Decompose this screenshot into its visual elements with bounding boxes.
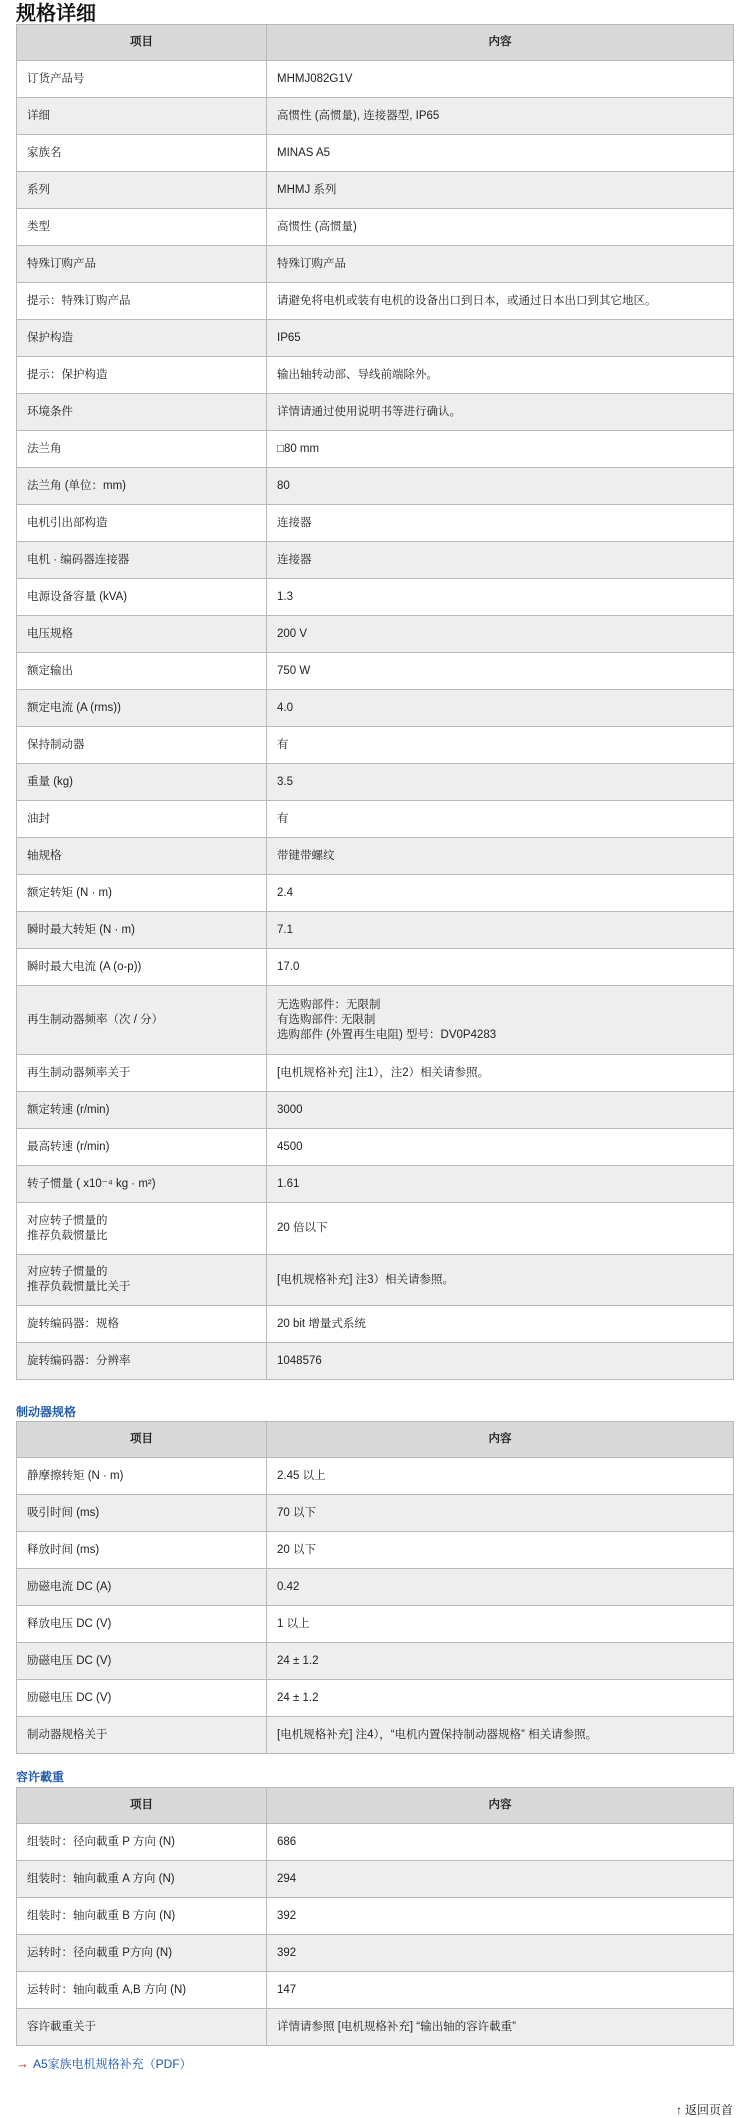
table-row bbox=[17, 986, 734, 1055]
spec-supplement-pdf-link[interactable] bbox=[16, 2055, 192, 2072]
table-row bbox=[17, 875, 734, 912]
cell-item: 运转时：径向載重 P方向 (N) bbox=[17, 1935, 267, 1972]
column-header-content: 内容 bbox=[267, 1422, 734, 1458]
cell-value: 392 bbox=[267, 1898, 734, 1935]
table-row bbox=[17, 1606, 734, 1643]
table-row bbox=[17, 1643, 734, 1680]
cell-value: 1.3 bbox=[267, 579, 734, 616]
cell-value: 输出轴转动部、导线前端除外。 bbox=[267, 357, 734, 394]
cell-value: MINAS A5 bbox=[267, 135, 734, 172]
table-row bbox=[17, 1255, 734, 1306]
cell-item: 旋转编码器：分辨率 bbox=[17, 1343, 267, 1380]
cell-value: IP65 bbox=[267, 320, 734, 357]
cell-item: 励磁电流 DC (A) bbox=[17, 1569, 267, 1606]
table-row bbox=[17, 1495, 734, 1532]
pdf-link-label: A5家族电机规格补充（PDF） bbox=[33, 2057, 192, 2071]
cell-item: 类型 bbox=[17, 209, 267, 246]
cell-item: 再生制动器频率（次 / 分） bbox=[17, 986, 267, 1055]
cell-item: 瞬时最大转矩 (N · m) bbox=[17, 912, 267, 949]
load-table-header-row bbox=[17, 1788, 734, 1824]
table-row bbox=[17, 912, 734, 949]
cell-item: 保持制动器 bbox=[17, 727, 267, 764]
load-table bbox=[16, 1787, 734, 2046]
column-header-content: 内容 bbox=[267, 25, 734, 61]
cell-value: 200 V bbox=[267, 616, 734, 653]
cell-value: □80 mm bbox=[267, 431, 734, 468]
table-row bbox=[17, 468, 734, 505]
brake-section-title: 制动器规格 bbox=[16, 1405, 77, 1419]
cell-value: 20 倍以下 bbox=[267, 1203, 734, 1255]
cell-value: 294 bbox=[267, 1861, 734, 1898]
table-row bbox=[17, 283, 734, 320]
cell-item: 环境条件 bbox=[17, 394, 267, 431]
table-row bbox=[17, 209, 734, 246]
spec-table-header-row bbox=[17, 25, 734, 61]
cell-item: 释放时间 (ms) bbox=[17, 1532, 267, 1569]
cell-item: 励磁电压 DC (V) bbox=[17, 1643, 267, 1680]
back-to-top-label: 返回页首 bbox=[684, 2103, 733, 2117]
table-row bbox=[17, 579, 734, 616]
table-row bbox=[17, 505, 734, 542]
cell-item: 容许載重关于 bbox=[17, 2009, 267, 2046]
cell-item: 再生制动器频率关于 bbox=[17, 1055, 267, 1092]
table-row bbox=[17, 2009, 734, 2046]
cell-item: 保护构造 bbox=[17, 320, 267, 357]
cell-item: 瞬时最大电流 (A (o-p)) bbox=[17, 949, 267, 986]
cell-value: 4500 bbox=[267, 1129, 734, 1166]
spec-table bbox=[16, 24, 734, 1380]
cell-item: 电压规格 bbox=[17, 616, 267, 653]
table-row bbox=[17, 1717, 734, 1754]
brake-table bbox=[16, 1421, 734, 1754]
cell-item: 转子惯量 ( x10⁻⁴ kg · m²) bbox=[17, 1166, 267, 1203]
cell-item: 轴规格 bbox=[17, 838, 267, 875]
cell-item: 法兰角 bbox=[17, 431, 267, 468]
table-row bbox=[17, 727, 734, 764]
table-row bbox=[17, 1092, 734, 1129]
cell-value: [电机规格补充] 注3）相关请参照。 bbox=[267, 1255, 734, 1306]
cell-value: 2.4 bbox=[267, 875, 734, 912]
cell-value: 无选购部件：无限制 有选购部件: 无限制 选购部件 (外置再生电阻) 型号：DV0P4283 bbox=[267, 986, 734, 1055]
cell-value: 特殊订购产品 bbox=[267, 246, 734, 283]
table-row bbox=[17, 1166, 734, 1203]
cell-item: 最高转速 (r/min) bbox=[17, 1129, 267, 1166]
cell-item: 制动器规格关于 bbox=[17, 1717, 267, 1754]
cell-item: 提示：保护构造 bbox=[17, 357, 267, 394]
table-row bbox=[17, 1680, 734, 1717]
cell-value: 有 bbox=[267, 727, 734, 764]
cell-item: 组装时：径向載重 P 方向 (N) bbox=[17, 1824, 267, 1861]
table-row bbox=[17, 542, 734, 579]
page-title: 规格详细 bbox=[16, 3, 96, 25]
table-row bbox=[17, 1898, 734, 1935]
cell-value: MHMJ 系列 bbox=[267, 172, 734, 209]
cell-item: 静摩擦转矩 (N · m) bbox=[17, 1458, 267, 1495]
cell-item: 家族名 bbox=[17, 135, 267, 172]
brake-table-header-row bbox=[17, 1422, 734, 1458]
cell-value: 1048576 bbox=[267, 1343, 734, 1380]
cell-item: 励磁电压 DC (V) bbox=[17, 1680, 267, 1717]
table-row bbox=[17, 246, 734, 283]
table-row bbox=[17, 135, 734, 172]
table-row bbox=[17, 616, 734, 653]
arrow-right-icon: → bbox=[16, 2056, 29, 2071]
table-row bbox=[17, 1458, 734, 1495]
table-row bbox=[17, 653, 734, 690]
table-row bbox=[17, 98, 734, 135]
cell-value: 392 bbox=[267, 1935, 734, 1972]
cell-item: 重量 (kg) bbox=[17, 764, 267, 801]
cell-value: 2.45 以上 bbox=[267, 1458, 734, 1495]
cell-value: 3000 bbox=[267, 1092, 734, 1129]
table-row bbox=[17, 1055, 734, 1092]
cell-value: 24 ± 1.2 bbox=[267, 1680, 734, 1717]
column-header-item: 项目 bbox=[17, 1788, 267, 1824]
cell-item: 额定输出 bbox=[17, 653, 267, 690]
table-row bbox=[17, 801, 734, 838]
cell-value: 连接器 bbox=[267, 542, 734, 579]
table-row bbox=[17, 172, 734, 209]
cell-item: 对应转子惯量的 推荐负载惯量比关于 bbox=[17, 1255, 267, 1306]
table-row bbox=[17, 690, 734, 727]
cell-item: 额定转矩 (N · m) bbox=[17, 875, 267, 912]
cell-item: 组装时：轴向載重 B 方向 (N) bbox=[17, 1898, 267, 1935]
cell-item: 详细 bbox=[17, 98, 267, 135]
cell-item: 特殊订购产品 bbox=[17, 246, 267, 283]
table-row bbox=[17, 764, 734, 801]
cell-value: 1 以上 bbox=[267, 1606, 734, 1643]
cell-item: 额定转速 (r/min) bbox=[17, 1092, 267, 1129]
cell-item: 吸引时间 (ms) bbox=[17, 1495, 267, 1532]
table-row bbox=[17, 949, 734, 986]
table-row bbox=[17, 357, 734, 394]
cell-item: 系列 bbox=[17, 172, 267, 209]
table-row bbox=[17, 1129, 734, 1166]
cell-item: 释放电压 DC (V) bbox=[17, 1606, 267, 1643]
cell-value: 连接器 bbox=[267, 505, 734, 542]
cell-value: 请避免将电机或装有电机的设备出口到日本，或通过日本出口到其它地区。 bbox=[267, 283, 734, 320]
table-row bbox=[17, 320, 734, 357]
column-header-item: 项目 bbox=[17, 25, 267, 61]
cell-item: 旋转编码器：规格 bbox=[17, 1306, 267, 1343]
cell-value: 详情请通过使用说明书等进行确认。 bbox=[267, 394, 734, 431]
table-row bbox=[17, 1532, 734, 1569]
table-row bbox=[17, 1569, 734, 1606]
cell-value: 详情请参照 [电机规格补充] “输出轴的容许載重” bbox=[267, 2009, 734, 2046]
cell-value: 147 bbox=[267, 1972, 734, 2009]
cell-value: 20 bit 增量式系统 bbox=[267, 1306, 734, 1343]
cell-value: 24 ± 1.2 bbox=[267, 1643, 734, 1680]
cell-value: 80 bbox=[267, 468, 734, 505]
cell-value: MHMJ082G1V bbox=[267, 61, 734, 98]
cell-item: 订货产品号 bbox=[17, 61, 267, 98]
back-to-top-link[interactable] bbox=[676, 2101, 733, 2118]
cell-value: 686 bbox=[267, 1824, 734, 1861]
cell-value: 有 bbox=[267, 801, 734, 838]
cell-item: 油封 bbox=[17, 801, 267, 838]
cell-item: 电机引出部构造 bbox=[17, 505, 267, 542]
cell-item: 运转时：轴向載重 A,B 方向 (N) bbox=[17, 1972, 267, 2009]
column-header-content: 内容 bbox=[267, 1788, 734, 1824]
cell-value: 20 以下 bbox=[267, 1532, 734, 1569]
cell-item: 法兰角 (单位：mm) bbox=[17, 468, 267, 505]
cell-value: 4.0 bbox=[267, 690, 734, 727]
cell-value: 高惯性 (高惯量) bbox=[267, 209, 734, 246]
cell-item: 电源设备容量 (kVA) bbox=[17, 579, 267, 616]
load-section-title: 容许載重 bbox=[16, 1770, 65, 1784]
cell-value: [电机规格补充] 注1），注2）相关请参照。 bbox=[267, 1055, 734, 1092]
cell-value: 带键带螺纹 bbox=[267, 838, 734, 875]
table-row bbox=[17, 1861, 734, 1898]
table-row bbox=[17, 1824, 734, 1861]
table-row bbox=[17, 1306, 734, 1343]
cell-item: 提示：特殊订购产品 bbox=[17, 283, 267, 320]
cell-value: 3.5 bbox=[267, 764, 734, 801]
cell-item: 组装时：轴向載重 A 方向 (N) bbox=[17, 1861, 267, 1898]
cell-value: 0.42 bbox=[267, 1569, 734, 1606]
cell-item: 电机 · 编码器连接器 bbox=[17, 542, 267, 579]
cell-value: 1.61 bbox=[267, 1166, 734, 1203]
cell-value: 750 W bbox=[267, 653, 734, 690]
cell-value: 高惯性 (高惯量), 连接器型, IP65 bbox=[267, 98, 734, 135]
cell-value: 70 以下 bbox=[267, 1495, 734, 1532]
table-row bbox=[17, 1203, 734, 1255]
column-header-item: 项目 bbox=[17, 1422, 267, 1458]
table-row bbox=[17, 838, 734, 875]
cell-value: 17.0 bbox=[267, 949, 734, 986]
table-row bbox=[17, 1935, 734, 1972]
cell-item: 额定电流 (A (rms)) bbox=[17, 690, 267, 727]
table-row bbox=[17, 431, 734, 468]
table-row bbox=[17, 61, 734, 98]
cell-value: [电机规格补充] 注4），“电机内置保持制动器规格” 相关请参照。 bbox=[267, 1717, 734, 1754]
cell-item: 对应转子惯量的 推荐负载惯量比 bbox=[17, 1203, 267, 1255]
table-row bbox=[17, 1343, 734, 1380]
table-row bbox=[17, 1972, 734, 2009]
table-row bbox=[17, 394, 734, 431]
cell-value: 7.1 bbox=[267, 912, 734, 949]
arrow-up-icon: ↑ bbox=[675, 2102, 682, 2117]
